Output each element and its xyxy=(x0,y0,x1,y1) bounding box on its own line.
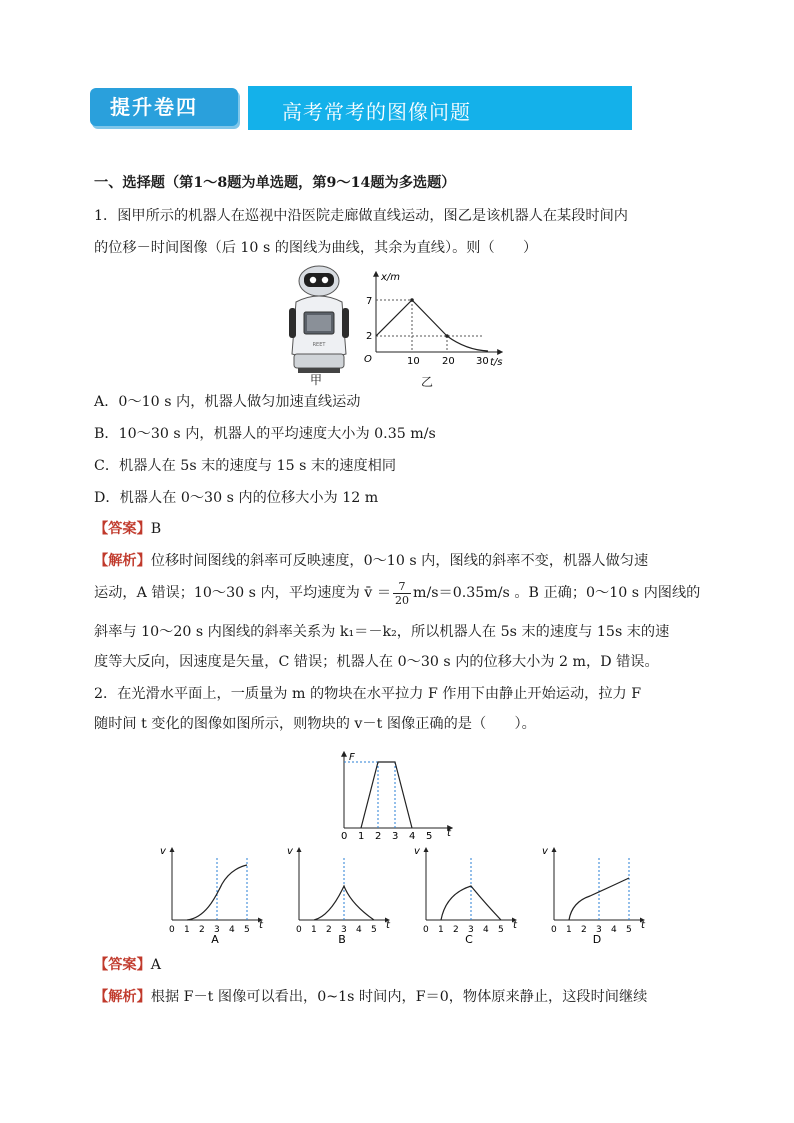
q2-stem-line-2: 随时间 t 变化的图像如图所示，则物块的 v－t 图像正确的是（ ）。 xyxy=(94,716,536,732)
vt-graph-c xyxy=(412,844,522,944)
vt-xlabel: t xyxy=(641,920,645,931)
q1-stem-line-2: 的位移－时间图像（后 10 s 的图线为曲线，其余为直线）。则（ ） xyxy=(94,240,538,256)
vt-tick-1: 1 xyxy=(438,925,444,935)
vt-graph-b xyxy=(285,844,395,944)
xt-ytick-7: 7 xyxy=(366,296,373,307)
vt-tick-2: 2 xyxy=(453,925,459,935)
xt-graph xyxy=(362,266,512,376)
xt-xtick-20: 20 xyxy=(442,356,455,367)
vt-tick-2: 2 xyxy=(199,925,205,935)
vt-tick-0: 0 xyxy=(296,925,302,935)
ft-tick-4: 4 xyxy=(409,831,416,842)
ft-tick-1: 1 xyxy=(358,831,365,842)
q2-answer-value: A xyxy=(150,957,162,973)
vt-tick-3: 3 xyxy=(214,925,220,935)
page-title: 高考常考的图像问题 xyxy=(282,100,471,124)
q1-answer-value: B xyxy=(150,521,162,537)
vt-tick-5: 5 xyxy=(498,925,504,935)
vt-tick-0: 0 xyxy=(423,925,429,935)
q1-option-c: C．机器人在 5s 末的速度与 15 s 末的速度相同 xyxy=(94,458,397,474)
q2-analysis-line-1: 【解析】根据 F－t 图像可以看出，0~1s 时间内，F＝0，物体原来静止，这段时间继续 xyxy=(94,989,648,1005)
analysis-tag: 【解析】 xyxy=(94,553,151,569)
q1-option-d: D．机器人在 0～30 s 内的位移大小为 12 m xyxy=(94,490,379,506)
vt-tick-4: 4 xyxy=(356,925,362,935)
vt-tick-1: 1 xyxy=(311,925,317,935)
vt-caption: C xyxy=(465,933,473,944)
vt-tick-2: 2 xyxy=(581,925,587,935)
vt-tick-1: 1 xyxy=(184,925,190,935)
q1-option-b: B．10～30 s 内，机器人的平均速度大小为 0.35 m/s xyxy=(94,426,436,442)
q1-analysis-line-2: 运动，A 错误；10～30 s 内，平均速度为 v̄ ＝ $\frac{7}{20}$ m/s＝0.35m/s 。B 正确；0～10 s 内图线的 xyxy=(94,579,701,607)
q1-answer xyxy=(94,519,161,539)
vt-tick-0: 0 xyxy=(551,925,557,935)
xt-ylabel: x/m xyxy=(381,272,401,283)
vt-caption: D xyxy=(592,933,602,944)
robot-label: REET xyxy=(312,342,326,348)
vt-xlabel: t xyxy=(513,920,517,931)
vt-tick-2: 2 xyxy=(326,925,332,935)
vt-tick-3: 3 xyxy=(341,925,347,935)
q2-stem-line-1: 2．在光滑水平面上，一质量为 m 的物块在水平拉力 F 作用下由静止开始运动，拉力 F xyxy=(94,686,642,702)
vt-xlabel: t xyxy=(259,920,263,931)
ft-trapezoid xyxy=(361,762,412,828)
vt-caption: A xyxy=(211,933,219,944)
vt-tick-5: 5 xyxy=(371,925,377,935)
q2-answer xyxy=(94,955,161,975)
xt-xtick-30: 30 xyxy=(476,356,489,367)
vt-graph-d xyxy=(540,844,650,944)
ft-tick-2: 2 xyxy=(375,831,382,842)
answer-tag: 【答案】 xyxy=(94,521,151,537)
ft-tick-0: 0 xyxy=(341,831,348,842)
xt-xlabel: t/s xyxy=(490,357,503,368)
vt-tick-3: 3 xyxy=(596,925,602,935)
q1-option-a: A．0～10 s 内，机器人做匀加速直线运动 xyxy=(94,394,361,410)
vt-tick-1: 1 xyxy=(566,925,572,935)
vt-tick-5: 5 xyxy=(244,925,250,935)
q1-analysis-line-4: 度等大反向，因速度是矢量，C 错误；机器人在 0～30 s 内的位移大小为 2 m，D 错误。 xyxy=(94,654,659,670)
xt-ytick-2: 2 xyxy=(366,331,373,342)
ft-graph xyxy=(328,748,458,844)
vt-ylabel: v xyxy=(542,846,548,857)
robot-caption: 甲 xyxy=(310,373,323,387)
vt-tick-4: 4 xyxy=(611,925,617,935)
badge-banner xyxy=(90,88,238,126)
vt-caption: B xyxy=(338,933,346,944)
xt-origin: O xyxy=(364,354,372,365)
answer-tag-2: 【答案】 xyxy=(94,957,151,973)
q1-stem-line-1: 1．图甲所示的机器人在巡视中沿医院走廊做直线运动，图乙是该机器人在某段时间内 xyxy=(94,208,628,224)
velocity-fraction: $\frac{7}{20}$ xyxy=(395,579,410,607)
q1-analysis-line-3: 斜率与 10～20 s 内图线的斜率关系为 k₁＝－k₂，所以机器人在 5s 末的速度与 15s 末的速 xyxy=(94,624,670,640)
q1-analysis-line-1: 【解析】位移时间图线的斜率可反映速度，0～10 s 内，图线的斜率不变，机器人做匀速 xyxy=(94,553,649,569)
analysis-tag-2: 【解析】 xyxy=(94,989,151,1005)
ft-xlabel: t xyxy=(447,828,451,839)
vt-tick-4: 4 xyxy=(229,925,235,935)
xt-curve xyxy=(447,336,488,351)
xt-caption: 乙 xyxy=(421,375,434,389)
section-heading: 一、选择题（第1～8题为单选题，第9～14题为多选题） xyxy=(94,175,456,191)
vt-ylabel: v xyxy=(160,846,166,857)
vt-graph-a xyxy=(158,844,268,944)
vt-xlabel: t xyxy=(386,920,390,931)
ft-tick-3: 3 xyxy=(392,831,399,842)
xt-xtick-10: 10 xyxy=(407,356,420,367)
title-banner xyxy=(248,86,632,130)
vt-tick-4: 4 xyxy=(483,925,489,935)
ft-tick-5: 5 xyxy=(426,831,433,842)
badge-text: 提升卷四 xyxy=(110,95,198,119)
ft-ylabel: F xyxy=(349,752,355,763)
vt-ylabel: v xyxy=(287,846,293,857)
vt-tick-5: 5 xyxy=(626,925,632,935)
vt-ylabel: v xyxy=(414,846,420,857)
robot-figure xyxy=(282,262,356,386)
ft-tick-labels xyxy=(341,831,432,842)
vt-tick-0: 0 xyxy=(169,925,175,935)
vt-tick-3: 3 xyxy=(468,925,474,935)
